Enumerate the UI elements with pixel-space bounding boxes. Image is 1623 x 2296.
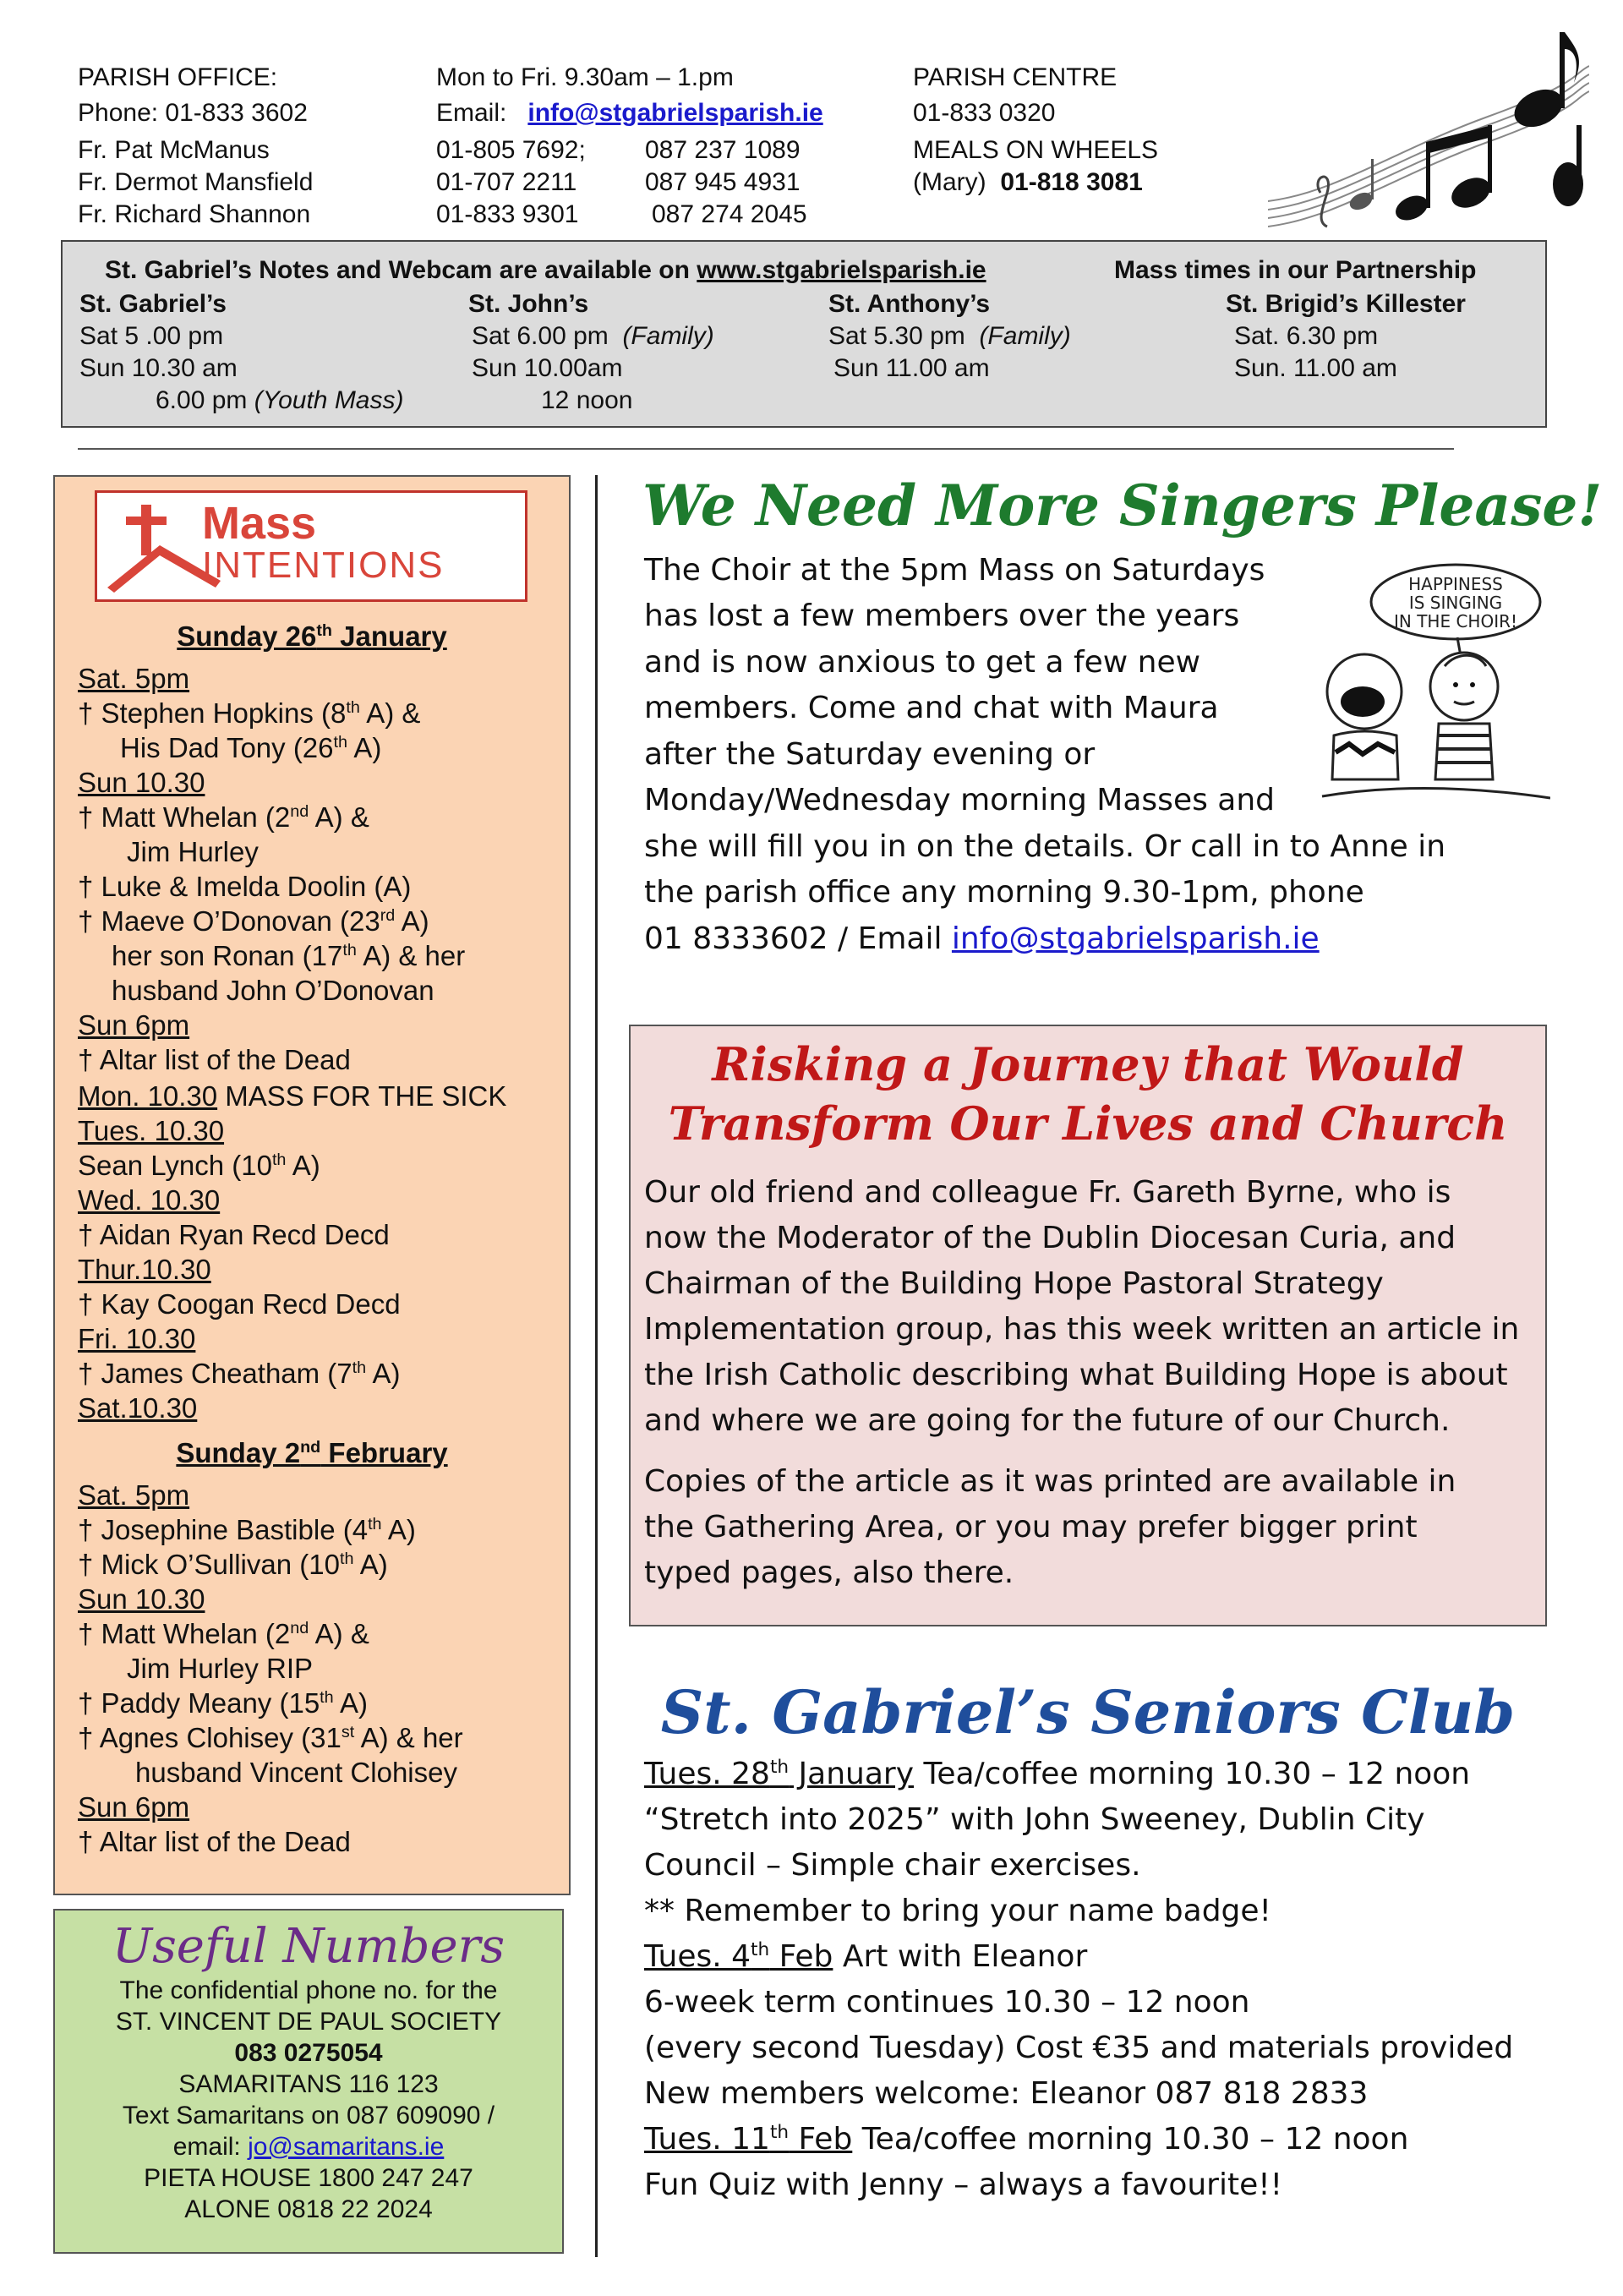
email-link[interactable]: info@stgabrielsparish.ie xyxy=(527,99,823,127)
risk-para1-line-1: Our old friend and colleague Fr. Gareth Byrne, who is xyxy=(644,1175,1451,1210)
intention-dad-tony: His Dad Tony (26th A) xyxy=(120,732,382,763)
time-sun-6pm: Sun 6pm xyxy=(78,1009,190,1041)
samaritans-email-label: email: xyxy=(172,2133,241,2161)
time-tues-1030: Tues. 10.30 xyxy=(78,1115,225,1146)
parish-centre-phone: 01-833 0320 xyxy=(913,99,1056,127)
st-brigids-sun: Sun. 11.00 am xyxy=(1234,354,1397,382)
logo-word-intentions: INTENTIONS xyxy=(202,544,445,586)
parish-centre-label: PARISH CENTRE xyxy=(913,63,1118,91)
mass-times-box xyxy=(61,240,1547,428)
office-phone: Phone: 01-833 3602 xyxy=(78,99,308,127)
intention-agnes-clohisey: † Agnes Clohisey (31st A) & her xyxy=(78,1722,463,1753)
useful-numbers-title: Useful Numbers xyxy=(112,1919,505,1974)
singers-line-6: Monday/Wednesday morning Masses and xyxy=(644,783,1276,817)
singers-line-7: she will fill you in on the details. Or call in to Anne in xyxy=(644,829,1446,864)
singers-contact-text: 01 8333602 / Email xyxy=(644,921,952,956)
seniors-line-cost: (every second Tuesday) Cost €35 and materials provided xyxy=(644,2031,1514,2065)
priest-name-1: Fr. Pat McManus xyxy=(78,136,270,164)
intention-jim-hurley-rip: Jim Hurley RIP xyxy=(127,1653,314,1684)
intention-matt-whelan: † Matt Whelan (2nd A) & xyxy=(78,801,369,833)
intention-paddy-meany: † Paddy Meany (15th A) xyxy=(78,1687,369,1719)
st-anthonys-sat xyxy=(828,321,1071,352)
time-wed-1030: Wed. 10.30 xyxy=(78,1184,221,1216)
intention-kay-coogan: † Kay Coogan Recd Decd xyxy=(78,1288,401,1320)
time-fri-1030: Fri. 10.30 xyxy=(78,1323,196,1354)
priest-name-3: Fr. Richard Shannon xyxy=(78,200,311,228)
intention-altar-list: † Altar list of the Dead xyxy=(78,1044,351,1075)
website-link[interactable]: www.stgabrielsparish.ie xyxy=(697,256,986,284)
time-sun-6pm-2: Sun 6pm xyxy=(78,1791,190,1823)
risk-para2-line-3: typed pages, also there. xyxy=(644,1555,1014,1590)
singers-line-1: The Choir at the 5pm Mass on Saturdays xyxy=(644,553,1265,588)
risk-title-line-2: Transform Our Lives and Church xyxy=(668,1096,1508,1151)
risk-para1-line-6: and where we are going for the future of our Church. xyxy=(644,1403,1451,1438)
st-gabriels-sun: Sun 10.30 am xyxy=(79,354,238,382)
intention-sean-lynch: Sean Lynch (10th A) xyxy=(78,1150,320,1181)
seniors-line-new-members: New members welcome: Eleanor 087 818 2833 xyxy=(644,2076,1369,2111)
risk-title-line-1: Risking a Journey that Would xyxy=(712,1037,1464,1091)
priest-phone2-1: 087 237 1089 xyxy=(645,136,801,164)
priest-phone2-2: 087 945 4931 xyxy=(645,168,801,196)
music-notes-icon xyxy=(1268,24,1589,237)
notes-text: St. Gabriel’s Notes and Webcam are available on xyxy=(105,256,690,284)
risk-para1-line-4: Implementation group, has this week written an article in xyxy=(644,1312,1520,1347)
seniors-club-title: St. Gabriel’s Seniors Club xyxy=(660,1677,1516,1747)
sunday-26-january-heading: Sunday 26th January xyxy=(177,620,447,652)
time-sun-1030-2: Sun 10.30 xyxy=(78,1583,205,1615)
priest-phone2-3: 087 274 2045 xyxy=(652,200,807,228)
cartoon-caption: IN THE CHOIR! xyxy=(1393,611,1518,631)
column-divider xyxy=(595,475,598,2257)
seniors-date-4-feb: Tues. 4th Feb Art with Eleanor xyxy=(644,1939,1088,1974)
church-name-st-gabriels: St. Gabriel’s xyxy=(79,290,227,318)
intention-vincent-clohisey: husband Vincent Clohisey xyxy=(135,1757,457,1788)
meals-contact-name: (Mary) xyxy=(913,168,986,196)
intention-josephine-bastible: † Josephine Bastible (4th A) xyxy=(78,1514,416,1545)
st-brigids-sat: Sat. 6.30 pm xyxy=(1234,322,1379,350)
st-anthonys-family-note: (Family) xyxy=(979,322,1071,350)
mass-intentions-logo xyxy=(95,490,527,602)
priest-phone1-2: 01-707 2211 xyxy=(436,168,577,196)
time-thur-1030: Thur.10.30 xyxy=(78,1254,211,1285)
intention-ronan: her son Ronan (17th A) & her xyxy=(112,940,466,971)
singers-title: We Need More Singers Please! xyxy=(642,473,1603,538)
svp-name: ST. VINCENT DE PAUL SOCIETY xyxy=(115,2008,502,2036)
st-anthonys-sat-time: Sat 5.30 pm xyxy=(828,322,965,350)
cartoon-caption: IS SINGING xyxy=(1408,593,1503,613)
risk-para1-line-3: Chairman of the Building Hope Pastoral Strategy xyxy=(644,1266,1384,1301)
risk-para2-line-2: the Gathering Area, or you may prefer bigger print xyxy=(644,1510,1418,1544)
youth-mass-note: (Youth Mass) xyxy=(254,386,404,414)
church-name-st-johns: St. John’s xyxy=(468,290,589,318)
intention-john-odonovan: husband John O’Donovan xyxy=(112,975,434,1006)
church-name-st-anthonys: St. Anthony’s xyxy=(828,290,991,318)
singers-line-3: and is now anxious to get a few new xyxy=(644,645,1201,680)
singers-line-2: has lost a few members over the years xyxy=(644,599,1240,633)
intention-aidan-ryan: † Aidan Ryan Recd Decd xyxy=(78,1219,390,1250)
parish-office-label: PARISH OFFICE: xyxy=(78,63,278,91)
risk-para1-line-5: the Irish Catholic describing what Building Hope is about xyxy=(644,1358,1508,1392)
mon-mass-for-sick: Mon. 10.30 MASS FOR THE SICK xyxy=(78,1080,507,1112)
intention-jim-hurley: Jim Hurley xyxy=(127,836,259,867)
church-name-st-brigids: St. Brigid’s Killester xyxy=(1226,290,1466,318)
st-johns-sat xyxy=(472,321,714,352)
intention-luke-imelda: † Luke & Imelda Doolin (A) xyxy=(78,871,412,902)
time-sun-1030: Sun 10.30 xyxy=(78,767,205,798)
svp-intro: The confidential phone no. for the xyxy=(119,1976,498,2004)
intention-mick-osullivan: † Mick O’Sullivan (10th A) xyxy=(78,1549,388,1580)
peanuts-cartoon-icon xyxy=(1305,558,1550,812)
meals-phone: 01-818 3081 xyxy=(1000,168,1143,196)
singers-line-9 xyxy=(644,916,1320,963)
st-johns-noon: 12 noon xyxy=(541,386,633,414)
samaritans-email-link[interactable]: jo@samaritans.ie xyxy=(248,2133,445,2161)
priest-phone1-3: 01-833 9301 xyxy=(436,200,579,228)
samaritans: SAMARITANS 116 123 xyxy=(178,2070,439,2098)
singers-email-link[interactable]: info@stgabrielsparish.ie xyxy=(951,921,1320,956)
st-johns-sun: Sun 10.00am xyxy=(472,354,623,382)
email-label: Email: xyxy=(436,99,507,127)
singers-line-5: after the Saturday evening or xyxy=(644,737,1096,772)
logo-word-mass: Mass xyxy=(202,498,317,549)
text-samaritans: Text Samaritans on 087 609090 / xyxy=(122,2102,495,2129)
intention-matt-whelan-2: † Matt Whelan (2nd A) & xyxy=(78,1618,369,1649)
seniors-date-11-feb: Tues. 11th Feb Tea/coffee morning 10.30 – 12 noon xyxy=(644,2122,1409,2157)
svp-phone: 083 0275054 xyxy=(234,2039,383,2067)
time-sat-1030: Sat.10.30 xyxy=(78,1392,198,1424)
priest-name-2: Fr. Dermot Mansfield xyxy=(78,168,314,196)
intention-james-cheatham: † James Cheatham (7th A) xyxy=(78,1358,401,1389)
notes-webcam-line xyxy=(105,255,986,286)
pieta-house: PIETA HOUSE 1800 247 247 xyxy=(144,2164,473,2192)
intention-altar-list-2: † Altar list of the Dead xyxy=(78,1826,351,1857)
divider-line xyxy=(78,448,1454,450)
st-gabriels-sat: Sat 5 .00 pm xyxy=(79,322,224,350)
samaritans-email xyxy=(55,2131,562,2162)
st-anthonys-sun: Sun 11.00 am xyxy=(833,354,990,382)
alone: ALONE 0818 22 2024 xyxy=(184,2195,433,2223)
seniors-line-council: Council – Simple chair exercises. xyxy=(644,1848,1141,1883)
risk-para1-line-2: now the Moderator of the Dublin Diocesan Curia, and xyxy=(644,1221,1456,1255)
meals-contact xyxy=(913,166,1143,200)
intention-maeve: † Maeve O’Donovan (23rd A) xyxy=(78,905,429,937)
partnership-title: Mass times in our Partnership xyxy=(1114,256,1477,284)
email-row xyxy=(436,96,823,130)
st-gabriels-youth xyxy=(156,385,403,416)
st-johns-sat-time: Sat 6.00 pm xyxy=(472,322,609,350)
intention-stephen-hopkins: † Stephen Hopkins (8th A) & xyxy=(78,697,421,729)
st-johns-family-note: (Family) xyxy=(622,322,714,350)
time-sat-5pm-2: Sat. 5pm xyxy=(78,1479,190,1511)
singers-line-4: members. Come and chat with Maura xyxy=(644,691,1219,725)
singers-line-8: the parish office any morning 9.30-1pm, phone xyxy=(644,875,1364,910)
youth-mass-time: 6.00 pm xyxy=(156,386,248,414)
seniors-line-quiz: Fun Quiz with Jenny – always a favourite!! xyxy=(644,2168,1283,2202)
time-sat-5pm: Sat. 5pm xyxy=(78,663,190,694)
useful-numbers-box xyxy=(53,1909,564,2254)
seniors-line-term: 6-week term continues 10.30 – 12 noon xyxy=(644,1985,1250,2020)
cartoon-caption: HAPPINESS xyxy=(1408,574,1503,594)
office-hours: Mon to Fri. 9.30am – 1.pm xyxy=(436,63,734,91)
meals-on-wheels-label: MEALS ON WHEELS xyxy=(913,136,1159,164)
seniors-line-stretch: “Stretch into 2025” with John Sweeney, Dublin City xyxy=(644,1802,1425,1837)
seniors-date-28-jan: Tues. 28th January Tea/coffee morning 10.30 – 12 noon xyxy=(644,1757,1471,1791)
risk-para2-line-1: Copies of the article as it was printed are available in xyxy=(644,1464,1456,1499)
priest-phone1-1: 01-805 7692; xyxy=(436,136,586,164)
seniors-line-badge: ** Remember to bring your name badge! xyxy=(644,1894,1271,1928)
sunday-2-february-heading: Sunday 2nd February xyxy=(176,1437,448,1468)
